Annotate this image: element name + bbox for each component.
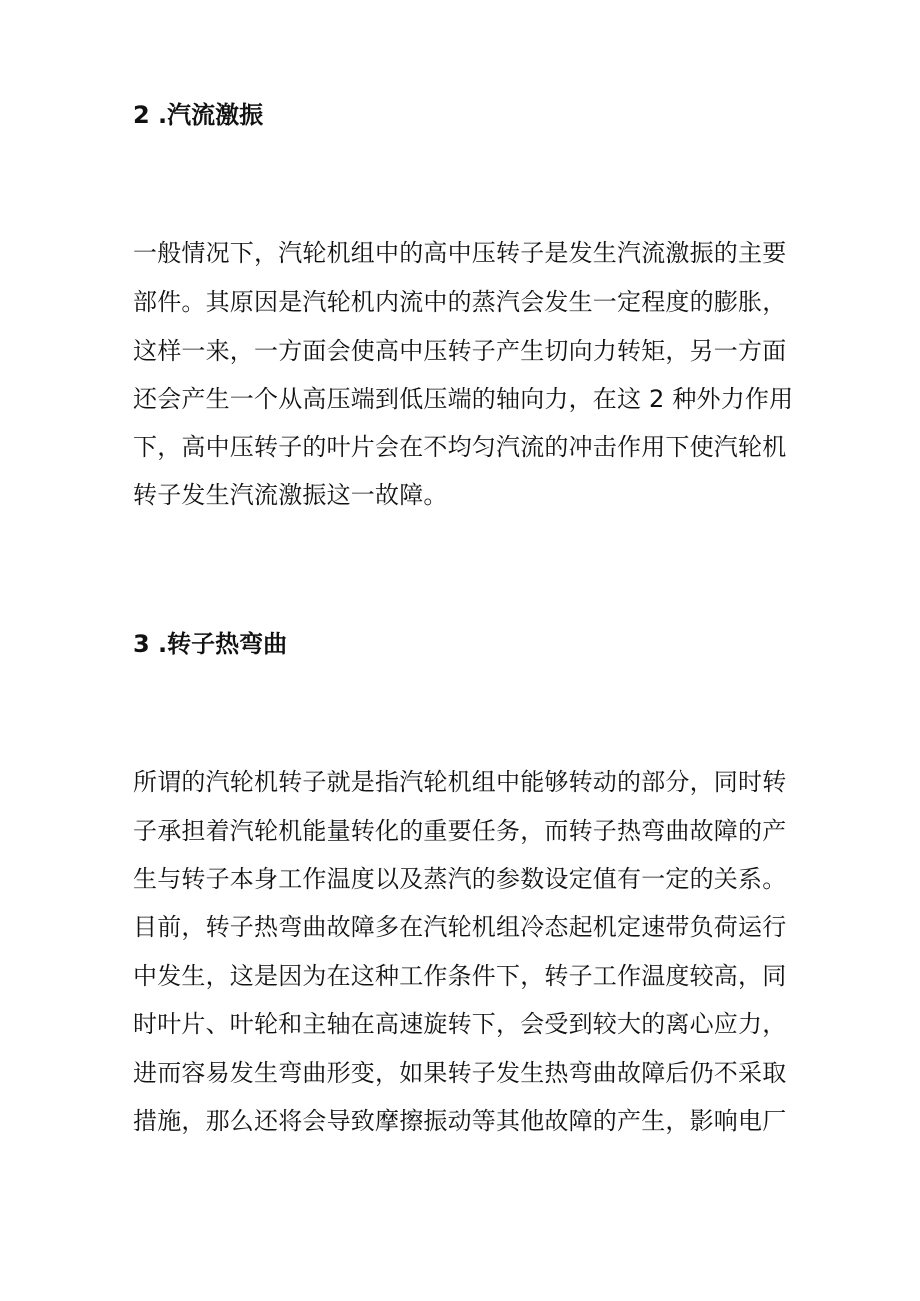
paragraph-line: 转子发生汽流激振这一故障。 — [133, 481, 448, 509]
paragraph-line: 所谓的汽轮机转子就是指汽轮机组中能够转动的部分，同时转 — [133, 768, 787, 796]
paragraph-line: 还会产生一个从高压端到低压端的轴向力，在这 2 种外力作用 — [133, 385, 794, 413]
paragraph-line: 进而容易发生弯曲形变，如果转子发生热弯曲故障后仍不采取 — [133, 1059, 787, 1087]
paragraph-line: 部件。其原因是汽轮机内流中的蒸汽会发生一定程度的膨胀， — [133, 288, 787, 316]
paragraph-line: 目前，转子热弯曲故障多在汽轮机组冷态起机定速带负荷运行 — [133, 913, 787, 941]
paragraph-line: 这样一来，一方面会使高中压转子产生切向力转矩，另一方面 — [133, 337, 787, 365]
paragraph-line: 措施，那么还将会导致摩擦振动等其他故障的产生，影响电厂 — [133, 1107, 787, 1135]
section-3-heading: 3 .转子热弯曲 — [133, 630, 288, 658]
paragraph-line: 时叶片、叶轮和主轴在高速旋转下，会受到较大的离心应力， — [133, 1010, 787, 1038]
paragraph-line: 下，高中压转子的叶片会在不均匀汽流的冲击作用下使汽轮机 — [133, 433, 787, 461]
paragraph-line: 子承担着汽轮机能量转化的重要任务，而转子热弯曲故障的产 — [133, 817, 787, 845]
paragraph-line: 一般情况下，汽轮机组中的高中压转子是发生汽流激振的主要 — [133, 239, 787, 267]
paragraph-line: 生与转子本身工作温度以及蒸汽的参数设定值有一定的关系。 — [133, 865, 787, 893]
paragraph-line: 中发生，这是因为在这种工作条件下，转子工作温度较高，同 — [133, 962, 787, 990]
section-2-heading: 2 .汽流激振 — [133, 101, 264, 129]
